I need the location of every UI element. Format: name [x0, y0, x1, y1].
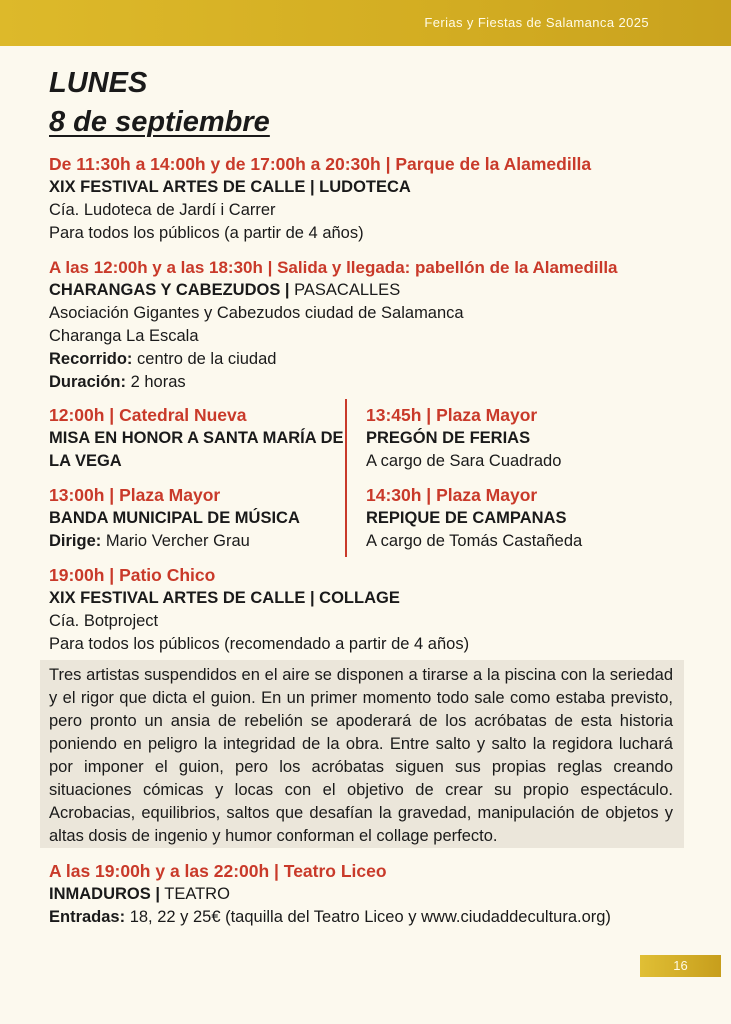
event-title-line	[49, 883, 611, 906]
event-title: XIX FESTIVAL ARTES DE CALLE | COLLAGE	[49, 589, 400, 607]
event-title: PREGÓN DE FERIAS	[366, 429, 531, 447]
event-detail: A cargo de Sara Cuadrado	[366, 452, 562, 470]
event-title: XIX FESTIVAL ARTES DE CALLE | LUDOTECA	[49, 178, 411, 196]
event-title: MISA EN HONOR A SANTA MARÍA DE	[49, 429, 344, 447]
event-pregon	[366, 404, 666, 473]
event-time-location: De 11:30h a 14:00h y de 17:00h a 20:30h | Parque de la Alamedilla	[49, 154, 592, 174]
event-time-location: 14:30h | Plaza Mayor	[366, 485, 538, 505]
event-category: TEATRO	[159, 885, 230, 903]
event-audience: Para todos los públicos (a partir de 4 años)	[49, 224, 364, 242]
publication-title: Ferias y Fiestas de Salamanca 2025	[424, 15, 649, 30]
director-value: Mario Vercher Grau	[101, 532, 250, 550]
event-route	[49, 348, 618, 371]
event-title-line	[49, 279, 618, 302]
event-title: CHARANGAS Y CABEZUDOS |	[49, 281, 290, 299]
duration-value: 2 horas	[126, 373, 186, 391]
event-time-location: 13:00h | Plaza Mayor	[49, 485, 221, 505]
day-heading: LUNES	[49, 67, 148, 99]
director-label: Dirige:	[49, 532, 102, 550]
tickets-label: Entradas:	[49, 908, 126, 926]
event-title-continued: LA VEGA	[49, 452, 122, 470]
event-time-location: 13:45h | Plaza Mayor	[366, 405, 538, 425]
event-organizer: Asociación Gigantes y Cabezudos ciudad de Salamanca	[49, 304, 464, 322]
page-number: 16	[673, 958, 688, 973]
event-time-location: A las 12:00h y a las 18:30h | Salida y llegada: pabellón de la Alamedilla	[49, 258, 618, 277]
event-banda	[49, 484, 339, 553]
event-collage	[49, 564, 469, 656]
event-misa	[49, 404, 344, 473]
event-time-location: 12:00h | Catedral Nueva	[49, 405, 247, 425]
duration-label: Duración:	[49, 373, 127, 391]
event-title: INMADUROS |	[49, 885, 160, 903]
event-title: REPIQUE DE CAMPANAS	[366, 509, 567, 527]
tickets-value: 18, 22 y 25€ (taquilla del Teatro Liceo y www.ciudaddecultura.org)	[125, 908, 611, 926]
event-company: Cía. Ludoteca de Jardí i Carrer	[49, 201, 276, 219]
event-duration	[49, 371, 618, 394]
event-detail: A cargo de Tomás Castañeda	[366, 532, 583, 550]
event-inmaduros	[49, 860, 611, 929]
event-director	[49, 530, 339, 553]
event-company: Cía. Botproject	[49, 612, 159, 630]
event-ludoteca	[49, 153, 591, 245]
route-value: centro de la ciudad	[132, 350, 277, 368]
event-title: BANDA MUNICIPAL DE MÚSICA	[49, 509, 300, 527]
event-campanas	[366, 484, 666, 553]
event-description: Tres artistas suspendidos en el aire se disponen a tirarse a la piscina con la seriedad y el rigor que dicta el guion. En un primer momento todo sale como estaba previsto, pero pronto un ansia de rebelión se apoderará de los acróbatas de esta historia poniendo en peligro la integridad de la obra. Entre salto y salto la regidora luchará por imponer el guion, pero los acróbatas siguen sus propias reglas creando situaciones cómicas y locas con el objetivo de crear su propio espectáculo. Acrobacias, equilibrios, saltos que desafían la gravedad, manipulación de objetos y altas dosis de ingenio y humor conforman el collage perfecto.	[40, 660, 684, 848]
event-tickets	[49, 906, 611, 929]
event-charangas	[49, 256, 618, 394]
column-divider	[345, 399, 347, 557]
event-audience: Para todos los públicos (recomendado a partir de 4 años)	[49, 635, 470, 653]
event-category: PASACALLES	[289, 281, 401, 299]
event-band: Charanga La Escala	[49, 327, 199, 345]
event-time-location: A las 19:00h y a las 22:00h | Teatro Liceo	[49, 861, 387, 881]
date-heading: 8 de septiembre	[49, 106, 270, 138]
route-label: Recorrido:	[49, 350, 133, 368]
event-time-location: 19:00h | Patio Chico	[49, 565, 216, 585]
